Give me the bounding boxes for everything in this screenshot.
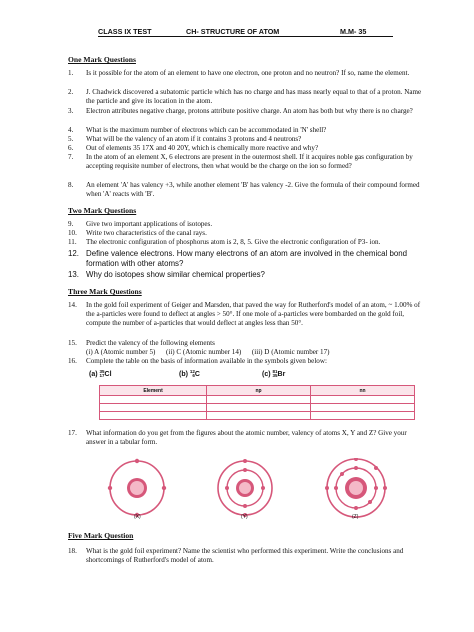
section-two-mark: Two Mark Questions	[68, 206, 137, 215]
question-1: 1. Is it possible for the atom of an element to have one electron, one proton and no neutron? If so, name the element.	[68, 69, 410, 77]
question-5: 5. What will be the valency of an atom if it contains 3 protons and 4 neutrons?	[68, 135, 302, 143]
question-2: 2. J. Chadwick discovered a subatomic particle which has no charge and has mass nearly equal to that of a proton. Name the particle and give its location in the atom.	[68, 88, 422, 106]
question-18: 18. What is the gold foil experiment? Name the scientist who performed this experiment. Write the conclusions and shortcomings of Rutherford's model of atom.	[68, 547, 404, 565]
question-11: 11. The electronic configuration of phosphorus atom is 2, 8, 5. Give the electronic configuration of P3- ion.	[68, 238, 381, 246]
question-6: 6. Out of elements 35 17X and 40 20Y, which is chemically more reactive and why?	[68, 144, 319, 152]
element-table	[99, 385, 415, 420]
label-z: (Z)	[352, 514, 359, 520]
atom-figures	[104, 458, 404, 524]
label-x: (X)	[134, 514, 141, 520]
table-row	[100, 404, 415, 412]
atom-x	[108, 459, 166, 517]
section-three-mark: Three Mark Questions	[68, 287, 142, 296]
symbol-b: (b) 12 6 C	[179, 369, 200, 378]
question-3: 3. Electron attributes negative charge, protons attribute positive charge. An atom has both but why there is no charge?	[68, 107, 413, 115]
question-13: 13. Why do isotopes show similar chemical properties?	[68, 270, 265, 279]
table-row	[100, 396, 415, 404]
question-10: 10. Write two characteristics of the canal rays.	[68, 229, 207, 237]
question-16: 16. Complete the table on the basis of information available in the symbols given below:	[68, 357, 327, 365]
symbol-c: (c) 81 35 Br	[262, 369, 286, 378]
section-one-mark: One Mark Questions	[68, 55, 136, 64]
question-8: 8. An element 'A' has valency +3, while another element 'B' has valency -2. Give the formula of their compound formed when 'A' reacts with 'B'.	[68, 181, 420, 199]
question-15-options: (i) A (Atomic number 5) (ii) C (Atomic number 14) (iii) D (Atomic number 17)	[86, 348, 330, 356]
question-9: 9. Give two important applications of isotopes.	[68, 220, 213, 228]
test-class-title: CLASS IX TEST	[98, 27, 152, 36]
question-12: 12. Define valence electrons. How many electrons of an atom are involved in the chemical bond formation with other atoms?	[68, 249, 408, 268]
section-five-mark: Five Mark Question	[68, 531, 134, 540]
question-4: 4. What is the maximum number of electrons which can be accommodated in 'N' shell?	[68, 126, 327, 134]
question-14: 14. In the gold foil experiment of Geiger and Marsden, that paved the way for Rutherford's model of an atom, ~ 1.00% of the a-particles were found to deflect at angles > 50°. If one mole of a-particles were bombarded on the gold foil, compute the number of a-particles that would deflect at angles less than 50°.	[68, 301, 421, 328]
table-header-np: np	[207, 386, 311, 396]
atom-y	[218, 459, 272, 517]
label-y: (Y)	[241, 514, 248, 520]
max-marks: M.M- 35	[340, 27, 367, 36]
question-15: 15. Predict the valency of the following elements	[68, 339, 215, 347]
symbol-a: (a) 35 17 Cl	[89, 369, 112, 378]
table-header-element: Element	[100, 386, 207, 396]
question-17: 17. What information do you get from the figures about the atomic number, valency of atoms X, Y and Z? Give your answer in a tabular form.	[68, 429, 407, 447]
atom-z	[325, 458, 387, 517]
table-header-nn: nn	[311, 386, 415, 396]
question-7: 7. In the atom of an element X, 6 electrons are present in the outermost shell. If it acquires noble gas configuration by accepting requisite number of electrons, then what would be the charge on the ion so formed?	[68, 153, 413, 171]
table-row	[100, 412, 415, 420]
header-underline	[98, 36, 393, 37]
chapter-title: CH- STRUCTURE OF ATOM	[186, 27, 280, 36]
